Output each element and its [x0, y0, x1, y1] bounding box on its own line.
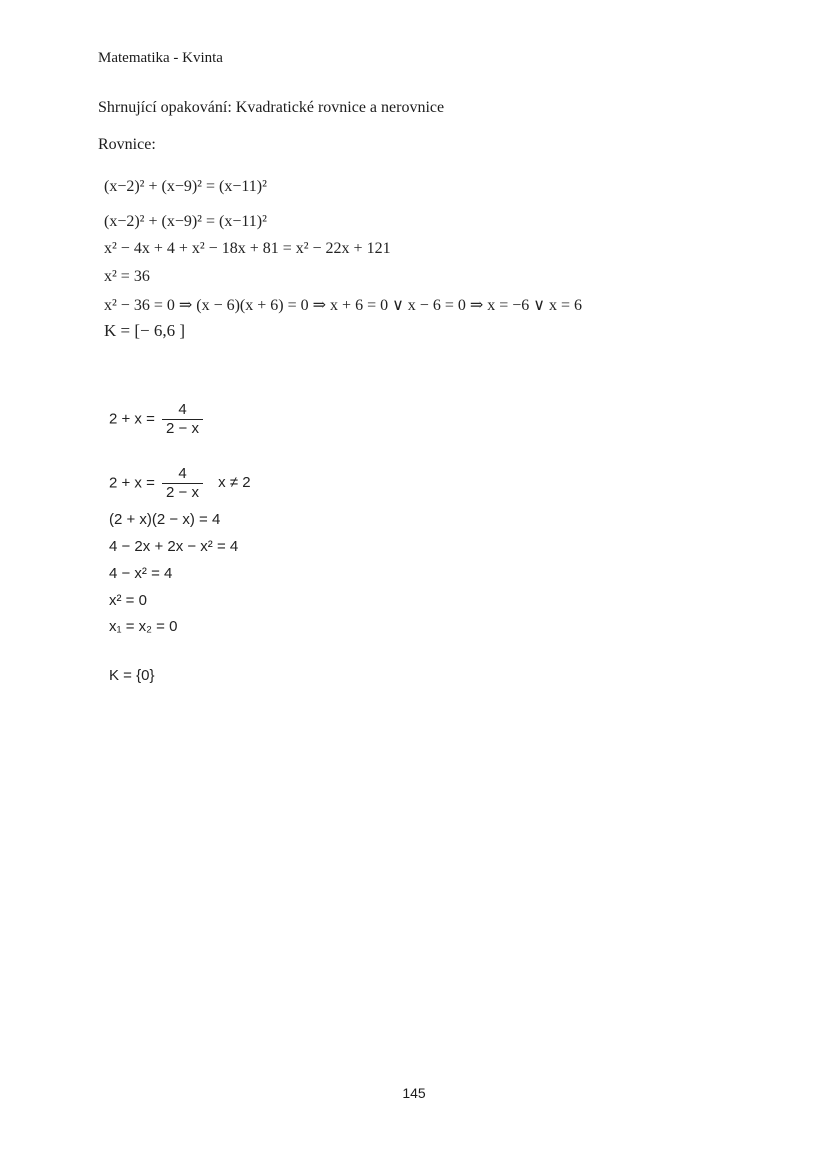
problem2-result: K = {0}: [109, 667, 155, 684]
problem2-step-2: 4 − 2x + 2x − x² = 4: [109, 538, 239, 555]
section-label: Rovnice:: [98, 136, 156, 153]
fraction-denominator: 2 − x: [162, 419, 203, 438]
problem2-step-5: x₁ = x₂ = 0: [109, 618, 178, 635]
fraction-numerator: 4: [178, 401, 187, 418]
problem2-step-1: (2 + x)(2 − x) = 4: [109, 511, 221, 528]
problem2-step-3: 4 − x² = 4: [109, 565, 173, 582]
problem1-result: K = [− 6,6 ]: [104, 321, 186, 340]
document-title: Shrnující opakování: Kvadratické rovnice a nerovnice: [98, 99, 445, 116]
problem2-fraction-repeat: [162, 465, 203, 502]
fraction-denominator-repeat: 2 − x: [162, 483, 203, 502]
problem1-step-1: (x−2)² + (x−9)² = (x−11)²: [104, 213, 267, 230]
document-header: Matematika - Kvinta: [98, 50, 223, 66]
problem1-step-2: x² − 4x + 4 + x² − 18x + 81 = x² − 22x + 121: [104, 240, 391, 257]
problem2-restated: [109, 465, 251, 502]
problem2-lhs: 2 + x =: [109, 410, 155, 428]
fraction-numerator-repeat: 4: [178, 465, 187, 482]
problem2-fraction: [162, 401, 203, 438]
problem2-condition: x ≠ 2: [218, 474, 251, 492]
problem2-step-4: x² = 0: [109, 592, 147, 609]
problem2-lhs-repeat: 2 + x =: [109, 474, 155, 492]
page-number: 145: [402, 1085, 426, 1101]
problem1-step-4: x² − 36 = 0 ⇒ (x − 6)(x + 6) = 0 ⇒ x + 6 = 0 ∨ x − 6 = 0 ⇒ x = −6 ∨ x = 6: [104, 297, 583, 314]
problem1-step-3: x² = 36: [104, 268, 150, 285]
problem2-statement: [109, 401, 206, 438]
problem1-statement: (x−2)² + (x−9)² = (x−11)²: [104, 178, 267, 195]
